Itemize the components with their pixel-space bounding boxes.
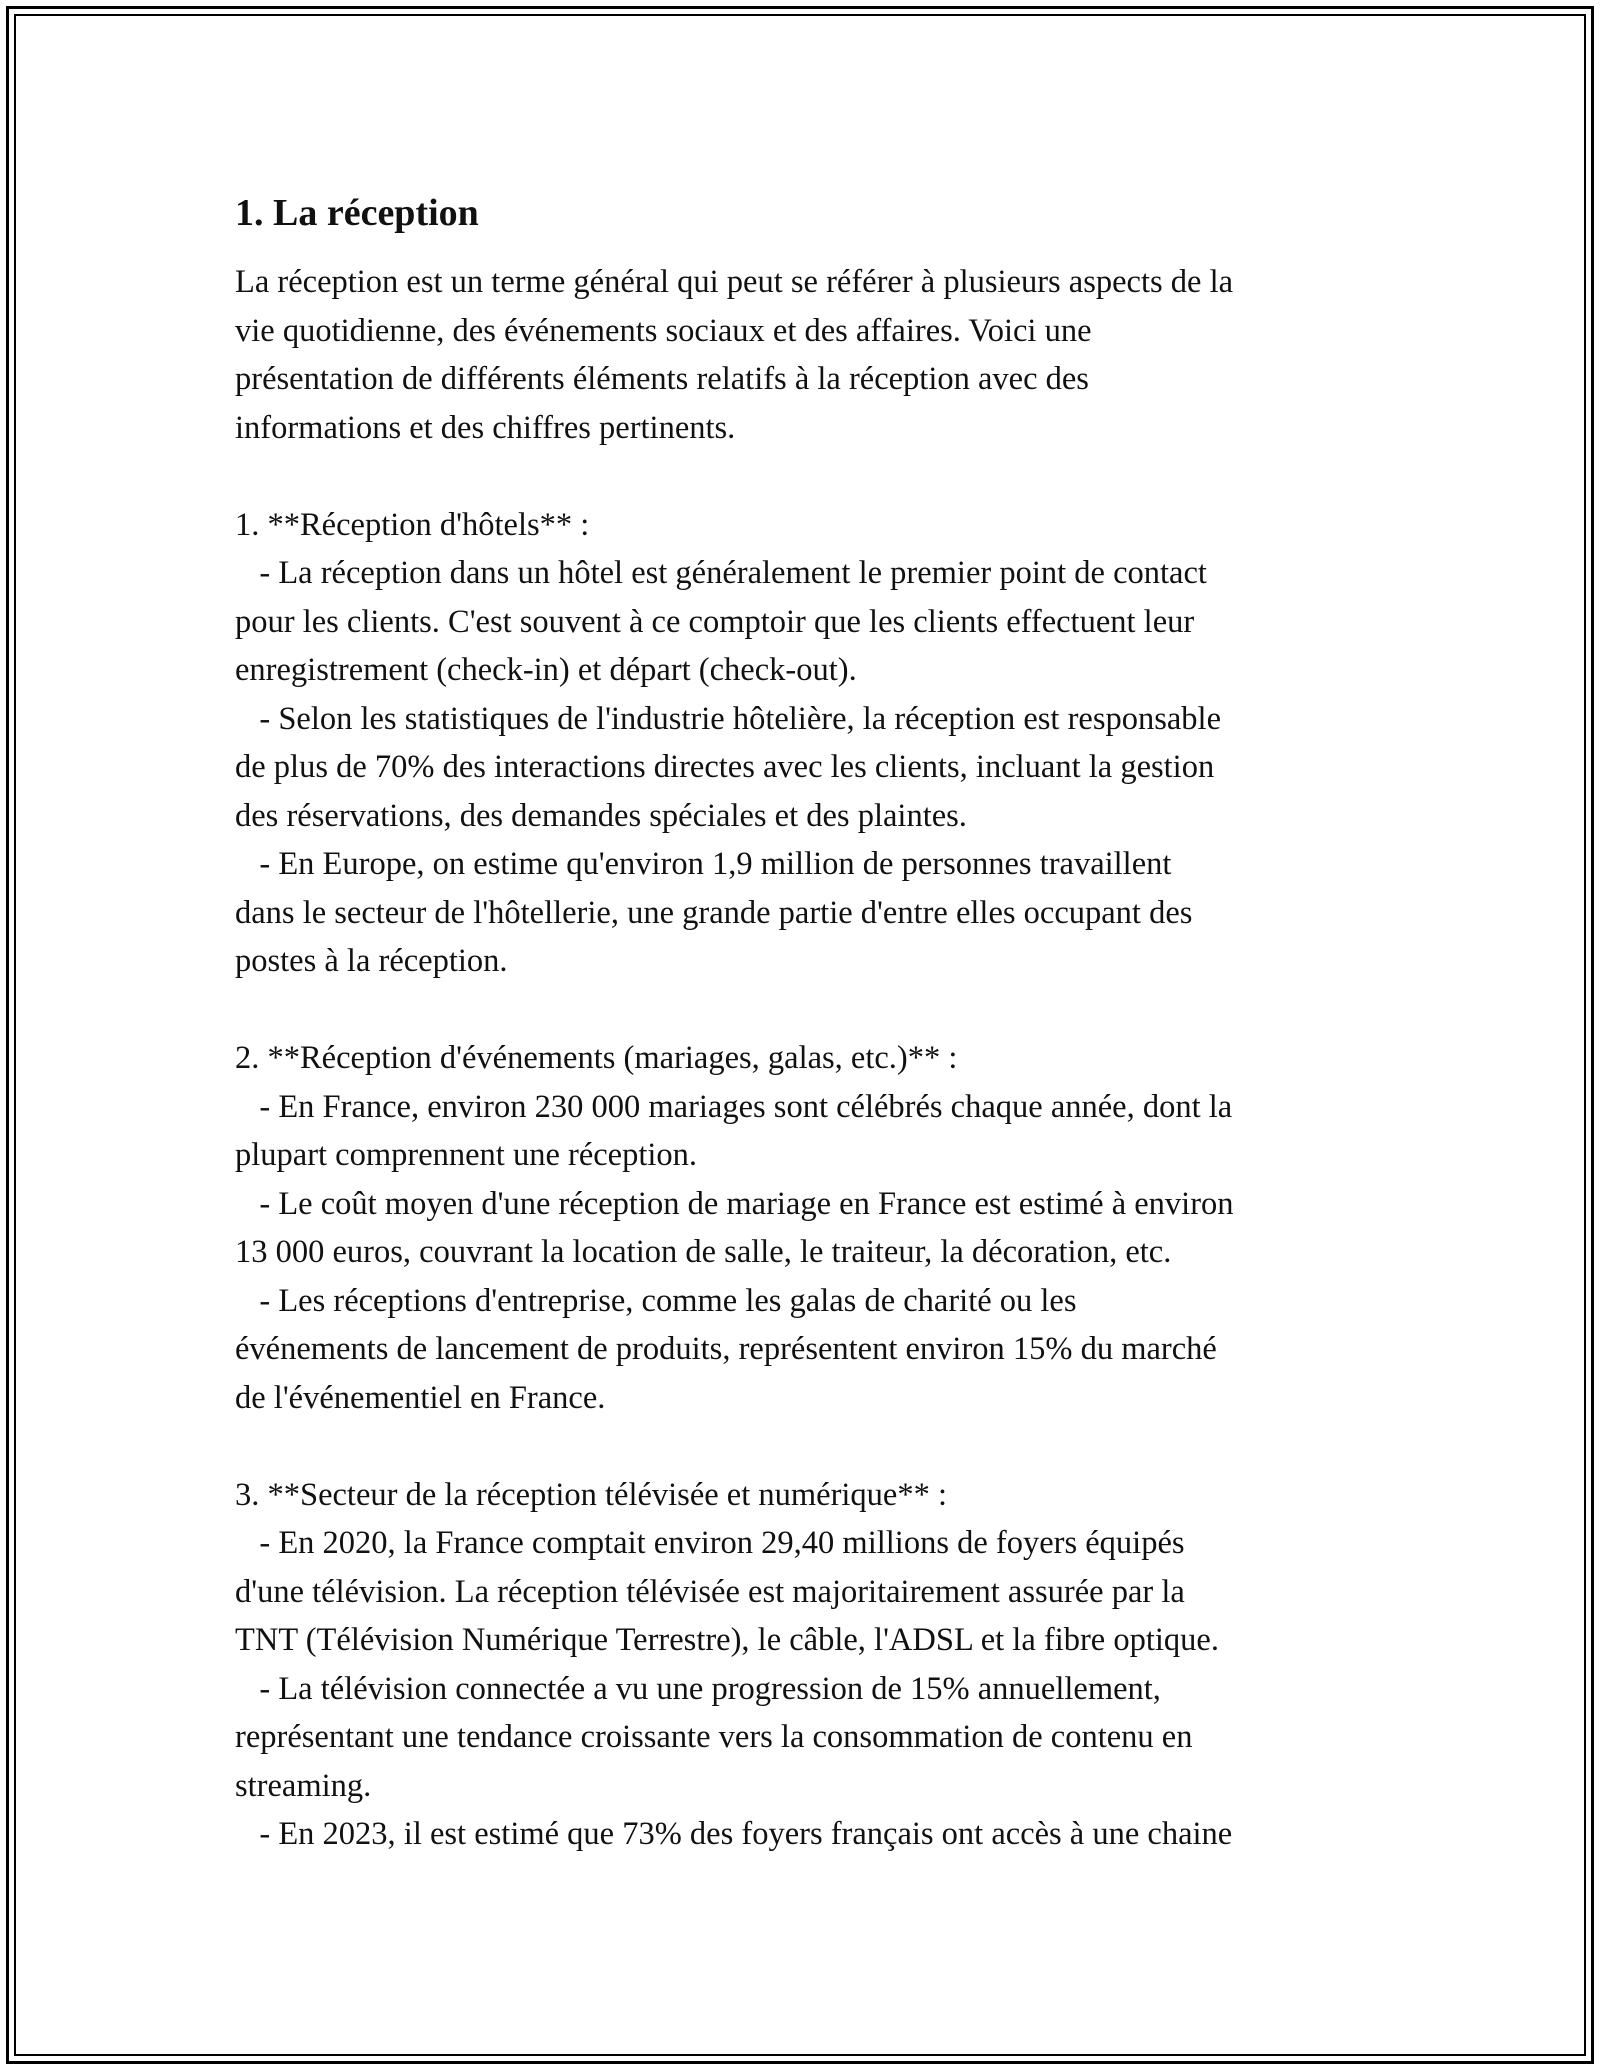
- section-heading: 1. La réception: [235, 192, 479, 234]
- section-body-text: La réception est un terme général qui peut se référer à plusieurs aspects de la vie quotidienne, des événements sociaux et des affaires. Voici une présentation de différents éléments relatifs à la réception avec des informations et des chiffres pertinents. 1. **Réception d'hôtels** : - La réception dans un hôtel est généralement le premier point de contact pour les clients. C'est souvent à ce comptoir que les clients effectuent leur enregistrement (check-in) et départ (check-out). - Selon les statistiques de l'industrie hôtelière, la réception est responsable de plus de 70% des interactions directes avec les clients, incluant la gestion des réservations, des demandes spéciales et des plaintes. - En Europe, on estime qu'environ 1,9 million de personnes travaillent dans le secteur de l'hôtellerie, une grande partie d'entre elles occupant des postes à la réception. 2. **Réception d'événements (mariages, galas, etc.)** : - En France, environ 230 000 mariages sont célébrés chaque année, dont la plupart comprennent une réception. - Le coût moyen d'une réception de mariage en France est estimé à environ 13 000 euros, couvrant la location de salle, le traiteur, la décoration, etc. - Les réceptions d'entreprise, comme les galas de charité ou les événements de lancement de produits, représentent environ 15% du marché de l'événementiel en France. 3. **Secteur de la réception télévisée et numérique** : - En 2020, la France comptait environ 29,40 millions de foyers équipés d'une télévision. La réception télévisée est majoritairement assurée par la TNT (Télévision Numérique Terrestre), le câble, l'ADSL et la fibre optique. - La télévision connectée a vu une progression de 15% annuellement, représentant une tendance croissante vers la consommation de contenu en streaming. - En 2023, il est estimé que 73% des foyers français ont accès à une chaine: [235, 264, 1234, 1852]
- document-content: [235, 186, 1370, 1859]
